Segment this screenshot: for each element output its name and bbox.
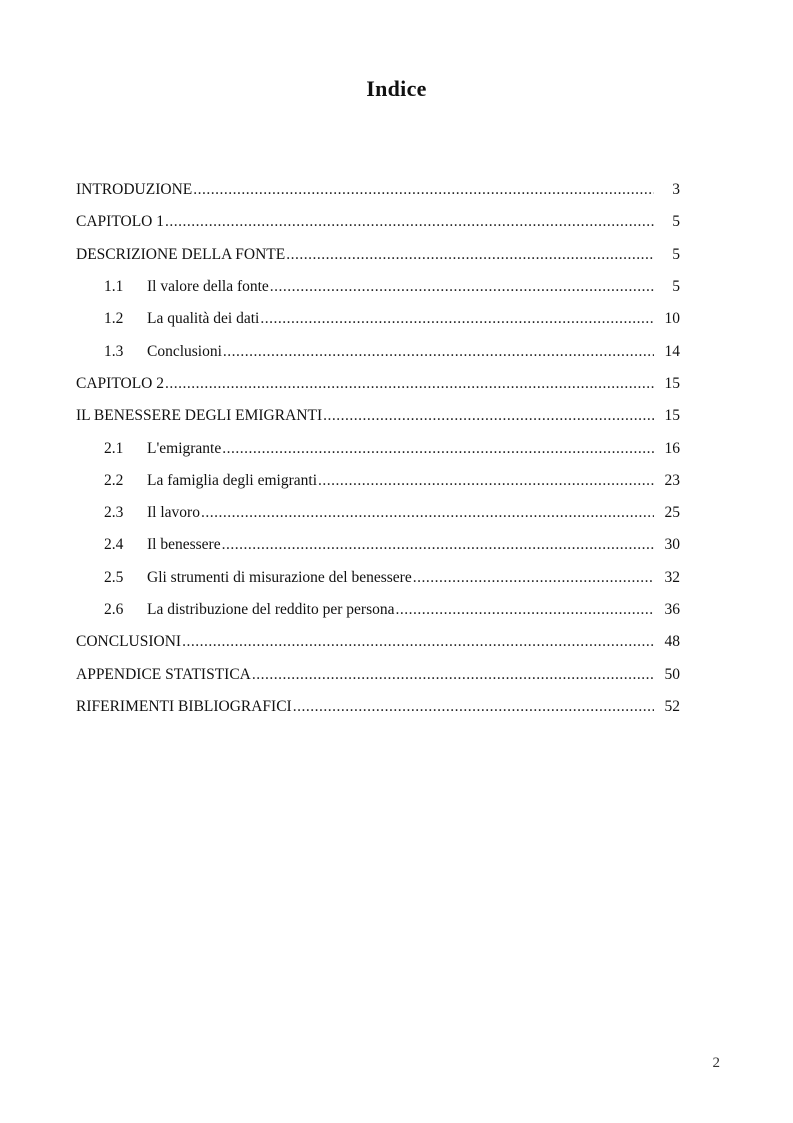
toc-entry-page: 25 [664,504,680,522]
toc-entry-page: 3 [672,181,680,199]
toc-entry[interactable] [76,303,680,335]
dot-leader [260,310,654,328]
toc-entry-title: La famiglia degli emigranti [147,471,318,489]
toc-entry[interactable] [76,239,680,271]
toc-entry-number: 1.1 [104,278,124,296]
toc-entry-title: CONCLUSIONI [76,633,182,651]
toc-entry-title: INTRODUZIONE [76,181,193,199]
dot-leader [323,407,654,425]
toc-entry-page: 5 [672,278,680,296]
dot-leader [270,278,654,296]
toc-entry-page: 50 [664,665,680,683]
toc-entry[interactable] [76,691,680,723]
dot-leader [318,472,654,490]
dot-leader [223,343,654,361]
toc-entry[interactable] [76,562,680,594]
toc-entry-page: 48 [664,633,680,651]
dot-leader [413,569,654,587]
toc-entry-page: 10 [664,310,680,328]
dot-leader [396,601,655,619]
toc-entry-number: 2.1 [104,439,124,457]
table-of-contents [76,174,680,723]
dot-leader [286,246,654,264]
toc-entry-number: 1.3 [104,342,124,360]
toc-entry-title: CAPITOLO 1 [76,213,164,231]
dot-leader [201,504,654,522]
toc-entry[interactable] [76,594,680,626]
toc-entry-title: Gli strumenti di misurazione del benessere [147,568,412,586]
toc-entry[interactable] [76,174,680,206]
toc-entry-number: 2.3 [104,504,124,522]
toc-entry-title: Il valore della fonte [147,278,269,296]
toc-entry-title: La distribuzione del reddito per persona [147,601,395,618]
toc-entry[interactable] [76,497,680,529]
toc-entry[interactable] [76,658,680,690]
toc-entry-page: 16 [664,439,680,457]
dot-leader [222,536,654,554]
toc-entry-title: Il lavoro [147,504,200,522]
toc-entry[interactable] [76,465,680,497]
toc-entry-number: 2.2 [104,471,124,489]
dot-leader [165,213,654,231]
dot-leader [293,698,654,716]
toc-entry-title: CAPITOLO 2 [76,374,164,392]
toc-entry[interactable] [76,626,680,658]
toc-entry-title: L'emigrante [147,439,222,457]
toc-entry-title: RIFERIMENTI BIBLIOGRAFICI [76,697,292,715]
page-number: 2 [712,1055,720,1071]
toc-entry-page: 5 [672,245,680,263]
dot-leader [182,633,654,651]
toc-entry-title: Conclusioni [147,342,222,360]
dot-leader [193,181,654,199]
toc-entry[interactable] [76,368,680,400]
toc-entry[interactable] [76,432,680,464]
toc-entry[interactable] [76,206,680,238]
toc-entry[interactable] [76,335,680,367]
dot-leader [252,666,654,684]
toc-entry-page: 32 [664,568,680,586]
toc-entry-number: 2.4 [104,536,124,554]
toc-entry-page: 52 [664,697,680,715]
toc-entry-title: DESCRIZIONE DELLA FONTE [76,245,286,263]
toc-entry[interactable] [76,529,680,561]
page-title: Indice [366,76,427,101]
toc-entry-title: La qualità dei dati [147,310,260,328]
toc-entry-title: APPENDICE STATISTICA [76,665,251,683]
toc-entry[interactable] [76,271,680,303]
toc-entry-page: 5 [672,213,680,231]
toc-entry-number: 2.6 [104,601,124,618]
toc-entry-page: 15 [664,407,680,425]
toc-entry-number: 2.5 [104,568,124,586]
toc-entry-page: 30 [664,536,680,554]
toc-entry-title: IL BENESSERE DEGLI EMIGRANTI [76,407,323,425]
toc-entry-title: Il benessere [147,536,221,554]
toc-entry-number: 1.2 [104,310,124,328]
toc-entry-page: 15 [664,374,680,392]
dot-leader [165,375,654,393]
dot-leader [222,440,654,458]
toc-entry-page: 23 [664,471,680,489]
toc-entry[interactable] [76,400,680,432]
toc-entry-page: 14 [664,342,680,360]
toc-entry-page: 36 [664,601,680,618]
